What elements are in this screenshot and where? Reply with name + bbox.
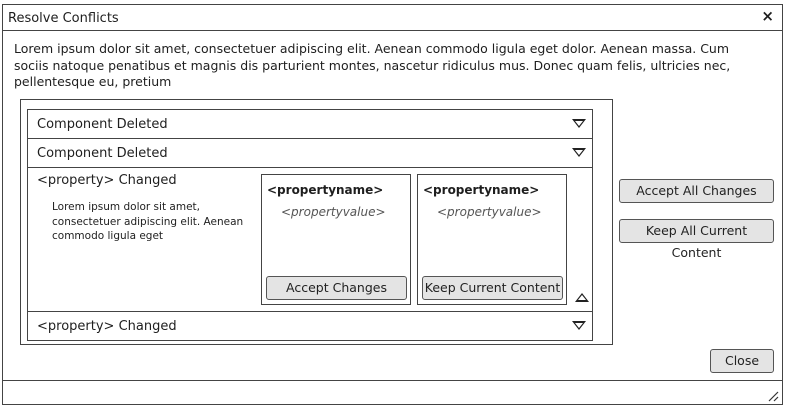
conflict-row-component-deleted-1[interactable]: [27, 109, 593, 139]
conflict-row-label: <property> Changed: [37, 319, 177, 334]
dialog-title: Resolve Conflicts: [8, 11, 119, 26]
accept-changes-button[interactable]: Accept Changes: [266, 276, 407, 300]
close-icon[interactable]: ×: [761, 7, 774, 25]
triangle-up-icon[interactable]: [575, 293, 589, 302]
triangle-down-icon[interactable]: [572, 119, 586, 128]
triangle-down-icon[interactable]: [572, 148, 586, 157]
accept-all-changes-button[interactable]: Accept All Changes: [619, 179, 774, 203]
property-value: <propertyvalue>: [437, 205, 542, 219]
resolve-conflicts-dialog: [2, 4, 783, 405]
keep-current-content-button[interactable]: Keep Current Content: [422, 276, 563, 300]
resize-grip-icon[interactable]: [767, 390, 779, 402]
property-name: <propertyname>: [267, 183, 384, 197]
incoming-property-panel: [261, 174, 411, 305]
conflict-row-component-deleted-2[interactable]: [27, 138, 593, 168]
close-button[interactable]: Close: [710, 349, 774, 373]
conflict-row-label: <property> Changed: [37, 173, 177, 188]
intro-text: Lorem ipsum dolor sit amet, consectetuer adipiscing elit. Aenean commodo ligula eget dolor. Aenean massa. Cum sociis natoque penatibus et magnis dis parturient montes, nascetur ridiculus mus. Donec quam felis, ultricies nec, pellentesque eu, pretium: [14, 41, 731, 89]
title-bar: [3, 5, 782, 31]
conflict-row-label: Component Deleted: [37, 117, 168, 132]
conflict-row-property-changed[interactable]: [27, 311, 593, 341]
triangle-down-icon[interactable]: [572, 321, 586, 330]
current-property-panel: [417, 174, 567, 305]
property-name: <propertyname>: [423, 183, 540, 197]
conflict-row-label: Component Deleted: [37, 146, 168, 161]
conflict-description: Lorem ipsum dolor sit amet, consectetuer adipiscing elit. Aenean commodo ligula eget: [52, 201, 244, 242]
status-bar: [3, 380, 782, 404]
conflict-row-property-changed-expanded: [27, 167, 593, 311]
property-value: <propertyvalue>: [281, 205, 386, 219]
conflicts-panel: [20, 99, 613, 345]
keep-all-current-content-button[interactable]: Keep All Current Content: [619, 219, 774, 243]
